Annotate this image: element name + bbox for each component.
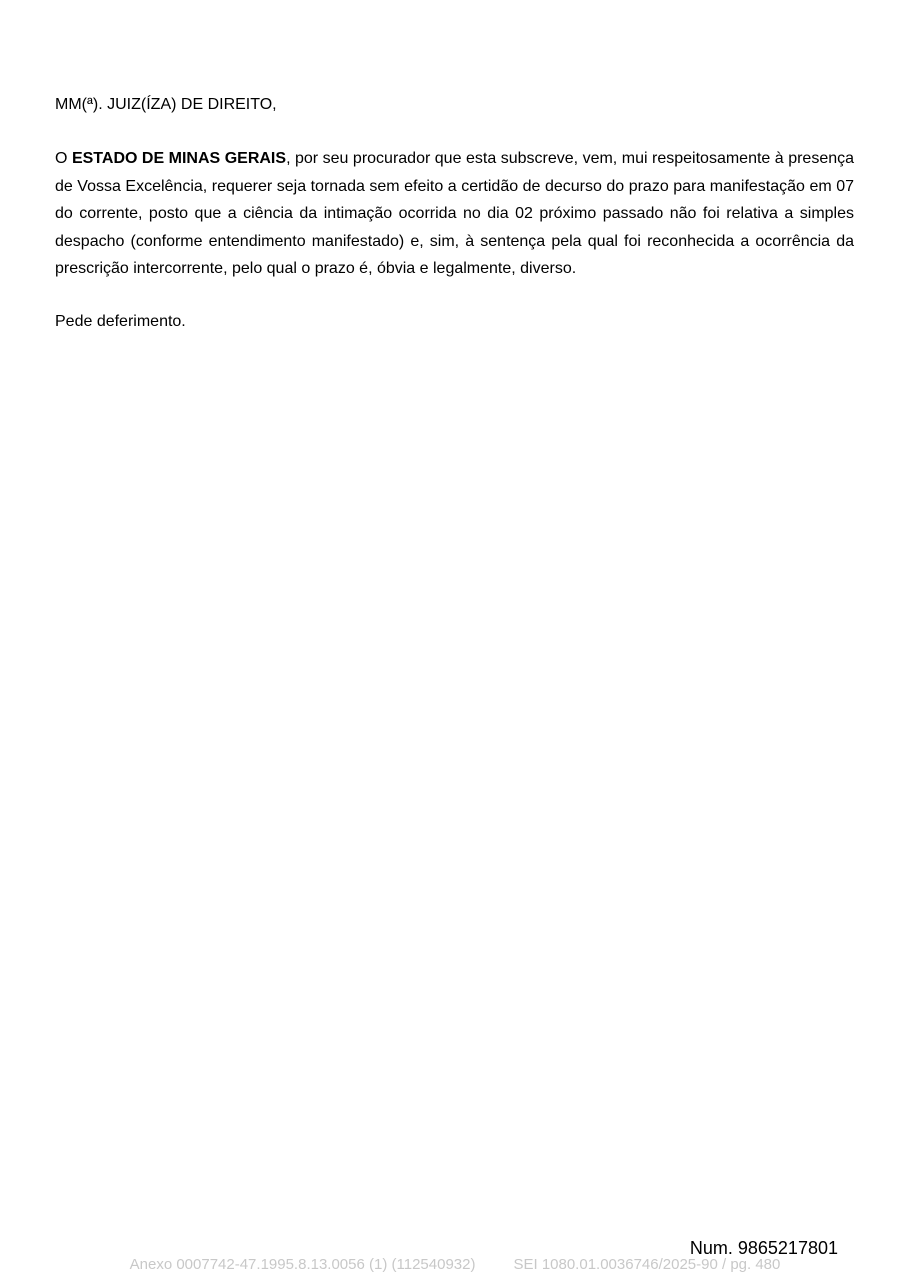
salutation: MM(ª). JUIZ(ÍZA) DE DIREITO, <box>55 96 277 113</box>
party-name: ESTADO DE MINAS GERAIS <box>71 150 287 167</box>
sei-reference: SEI 1080.01.0036746/2025-90 / pg. 480 <box>513 1256 781 1273</box>
paragraph-lead: O <box>55 150 72 167</box>
paragraph-text: , por seu procurador que esta subscreve, vem, mui respeitosamente à presença de Vossa Excelência, requerer seja tornada sem efeito a certidão de decurso do prazo para manifestação em 07 do corrente, posto que a ciência da intimação ocorrida no dia 02 próximo passado não foi relativa a simples despacho (conforme entendimento manifestado) e, sim, à sentença pela qual foi reconhecida a ocorrência da prescrição intercorrente, pelo qual o prazo é, óbvia e legalmente, diverso. <box>55 150 855 277</box>
footer-watermark <box>0 1256 910 1274</box>
closing-text: Pede deferimento. <box>55 313 186 330</box>
petition-paragraph <box>55 145 854 283</box>
annex-reference: Anexo 0007742-47.1995.8.13.0056 (1) (112540932) <box>129 1256 476 1273</box>
document-number: Num. 9865217801 <box>689 1238 838 1258</box>
